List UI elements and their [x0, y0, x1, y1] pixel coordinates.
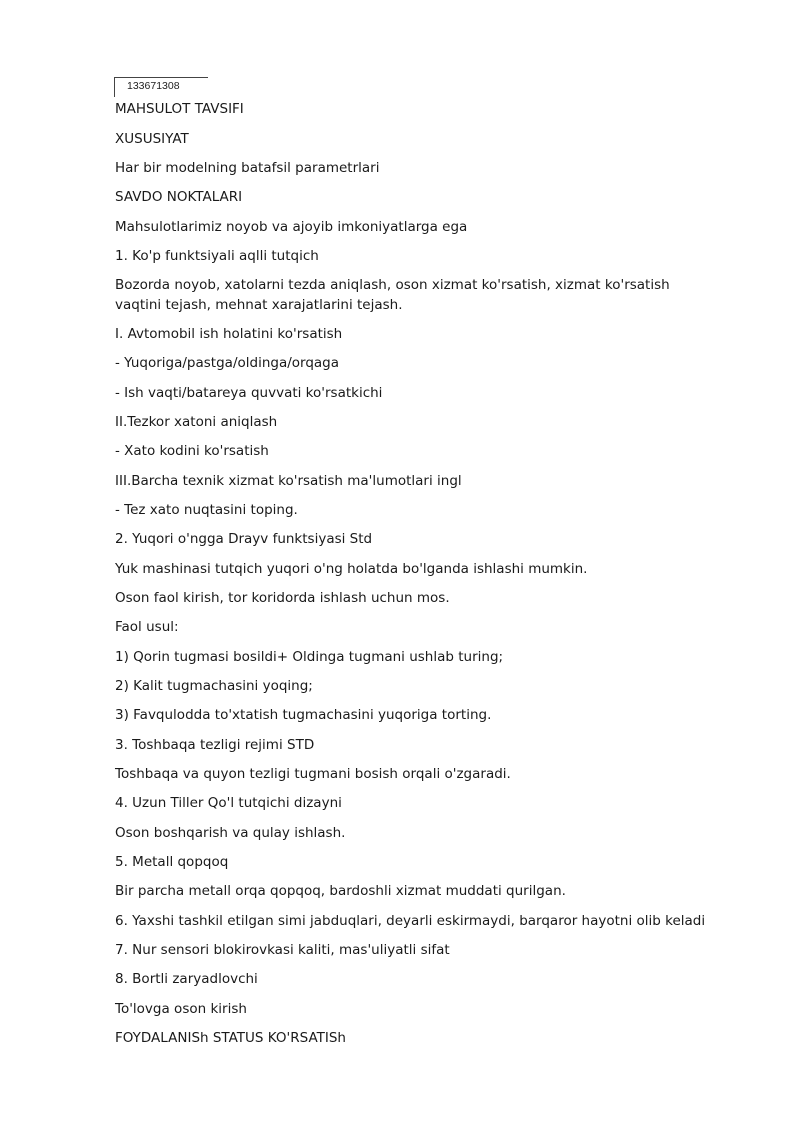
section-heading: 5. Metall qopqoq: [115, 854, 229, 870]
paragraph-line: Oson faol kirish, tor koridorda ishlash uchun mos.: [115, 590, 450, 606]
paragraph-line: Bir parcha metall orqa qopqoq, bardoshli xizmat muddati qurilgan.: [115, 883, 566, 899]
paragraph-line: To'lovga oson kirish: [115, 1001, 247, 1017]
section-heading: 8. Bortli zaryadlovchi: [115, 971, 258, 987]
list-heading: I. Avtomobil ish holatini ko'rsatish: [115, 326, 343, 342]
paragraph-line: Yuk mashinasi tutqich yuqori o'ng holatda bo'lganda ishlashi mumkin.: [115, 561, 588, 577]
heading-selling-points: SAVDO NOKTALARI: [115, 189, 243, 205]
list-item: 2) Kalit tugmachasini yoqing;: [115, 678, 313, 694]
section-heading: 7. Nur sensori blokirovkasi kaliti, mas'uliyatli sifat: [115, 942, 450, 958]
section-heading: 3. Toshbaqa tezligi rejimi STD: [115, 737, 315, 753]
heading-usage-status: FOYDALANISh STATUS KO'RSATISh: [115, 1030, 346, 1046]
list-item: - Ish vaqti/batareya quvvati ko'rsatkichi: [115, 385, 383, 401]
section-heading: 2. Yuqori o'ngga Drayv funktsiyasi Std: [115, 531, 373, 547]
paragraph-line: Har bir modelning batafsil parametrlari: [115, 160, 380, 176]
paragraph-line: Bozorda noyob, xatolarni tezda aniqlash, oson xizmat ko'rsatish, xizmat ko'rsatish vaqtini tejash, mehnat xarajatlarini tejash.: [115, 277, 670, 313]
paragraph-line: Toshbaqa va quyon tezligi tugmani bosish orqali o'zgaradi.: [115, 766, 511, 782]
paragraph-line: Faol usul:: [115, 619, 179, 635]
list-item: - Tez xato nuqtasini toping.: [115, 502, 298, 518]
document-id: 133671308: [127, 80, 180, 92]
heading-features: XUSUSIYAT: [115, 131, 189, 147]
list-item: 3) Favqulodda to'xtatish tugmachasini yuqoriga torting.: [115, 707, 492, 723]
list-item: - Xato kodini ko'rsatish: [115, 443, 269, 459]
paragraph-line: Mahsulotlarimiz noyob va ajoyib imkoniyatlarga ega: [115, 219, 468, 235]
paragraph-line: Oson boshqarish va qulay ishlash.: [115, 825, 346, 841]
section-heading: 1. Ko'p funktsiyali aqlli tutqich: [115, 248, 319, 264]
list-item: - Yuqoriga/pastga/oldinga/orqaga: [115, 355, 340, 371]
document-id-box: [114, 77, 208, 97]
list-item: 1) Qorin tugmasi bosildi+ Oldinga tugmani ushlab turing;: [115, 649, 504, 665]
list-heading: III.Barcha texnik xizmat ko'rsatish ma'lumotlari ingl: [115, 473, 462, 489]
section-heading: 6. Yaxshi tashkil etilgan simi jabduqlari, deyarli eskirmaydi, barqaror hayotni olib keladi: [115, 913, 706, 929]
section-heading: 4. Uzun Tiller Qo'l tutqichi dizayni: [115, 795, 342, 811]
heading-product-description: MAHSULOT TAVSIFI: [115, 101, 244, 117]
list-heading: II.Tezkor xatoni aniqlash: [115, 414, 278, 430]
